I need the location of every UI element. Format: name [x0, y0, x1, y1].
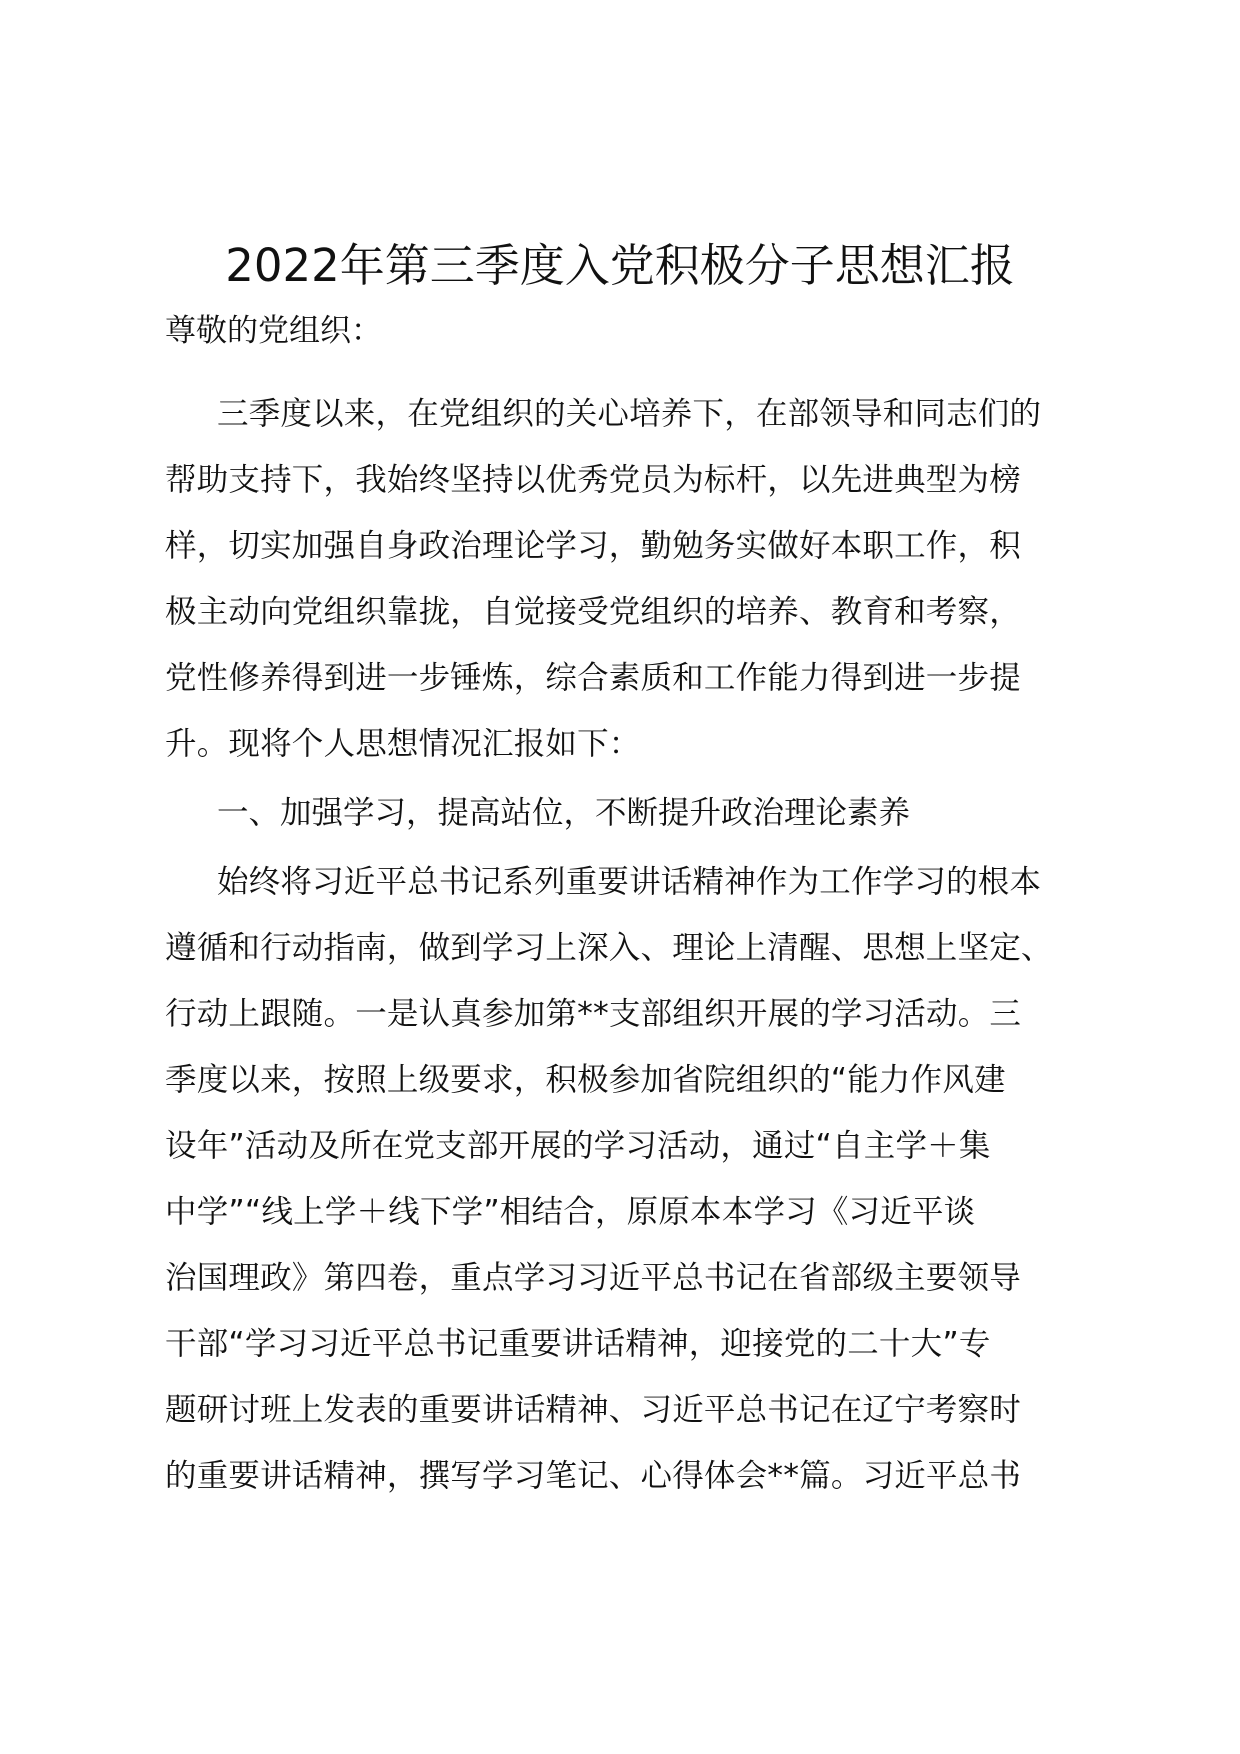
- salutation: 尊敬的党组织：: [165, 313, 382, 349]
- document-body: [165, 381, 1085, 1509]
- paragraph-line: 的重要讲话精神，撰写学习笔记、心得体会**篇。习近平总书: [165, 1458, 1022, 1494]
- paragraph-line: 遵循和行动指南，做到学习上深入、理论上清醒、思想上坚定、: [165, 930, 1053, 966]
- paragraph-line: 升。现将个人思想情况汇报如下：: [165, 726, 641, 762]
- paragraph-line: 始终将习近平总书记系列重要讲话精神作为工作学习的根本: [217, 864, 1042, 900]
- paragraph-line: 治国理政》第四卷，重点学习习近平总书记在省部级主要领导: [165, 1260, 1021, 1296]
- paragraph-section1: [165, 849, 1085, 1509]
- paragraph-line: 设年”活动及所在党支部开展的学习活动，通过“自主学＋集: [165, 1128, 991, 1164]
- paragraph-line: 季度以来，按照上级要求，积极参加省院组织的“能力作风建: [165, 1062, 1006, 1098]
- paragraph-line: 样，切实加强自身政治理论学习，勤勉务实做好本职工作，积: [165, 528, 1021, 564]
- paragraph-line: 干部“学习习近平总书记重要讲话精神，迎接党的二十大”专: [165, 1326, 991, 1362]
- paragraph-line: 行动上跟随。一是认真参加第**支部组织开展的学习活动。三: [165, 996, 1022, 1032]
- paragraph-line: 帮助支持下，我始终坚持以优秀党员为标杆，以先进典型为榜: [165, 462, 1021, 498]
- paragraph-line: 题研讨班上发表的重要讲话精神、习近平总书记在辽宁考察时: [165, 1392, 1021, 1428]
- section-heading: 一、加强学习，提高站位，不断提升政治理论素养: [217, 795, 911, 831]
- paragraph-line: 党性修养得到进一步锤炼，综合素质和工作能力得到进一步提: [165, 660, 1021, 696]
- paragraph-line: 极主动向党组织靠拢，自觉接受党组织的培养、教育和考察，: [165, 594, 1021, 630]
- paragraph-intro: [165, 381, 1085, 777]
- document-title: 2022年第三季度入党积极分子思想汇报: [225, 239, 1015, 292]
- paragraph-line: 中学”“线上学＋线下学”相结合，原原本本学习《习近平谈: [165, 1194, 976, 1230]
- paragraph-line: 三季度以来，在党组织的关心培养下，在部领导和同志们的: [217, 396, 1042, 432]
